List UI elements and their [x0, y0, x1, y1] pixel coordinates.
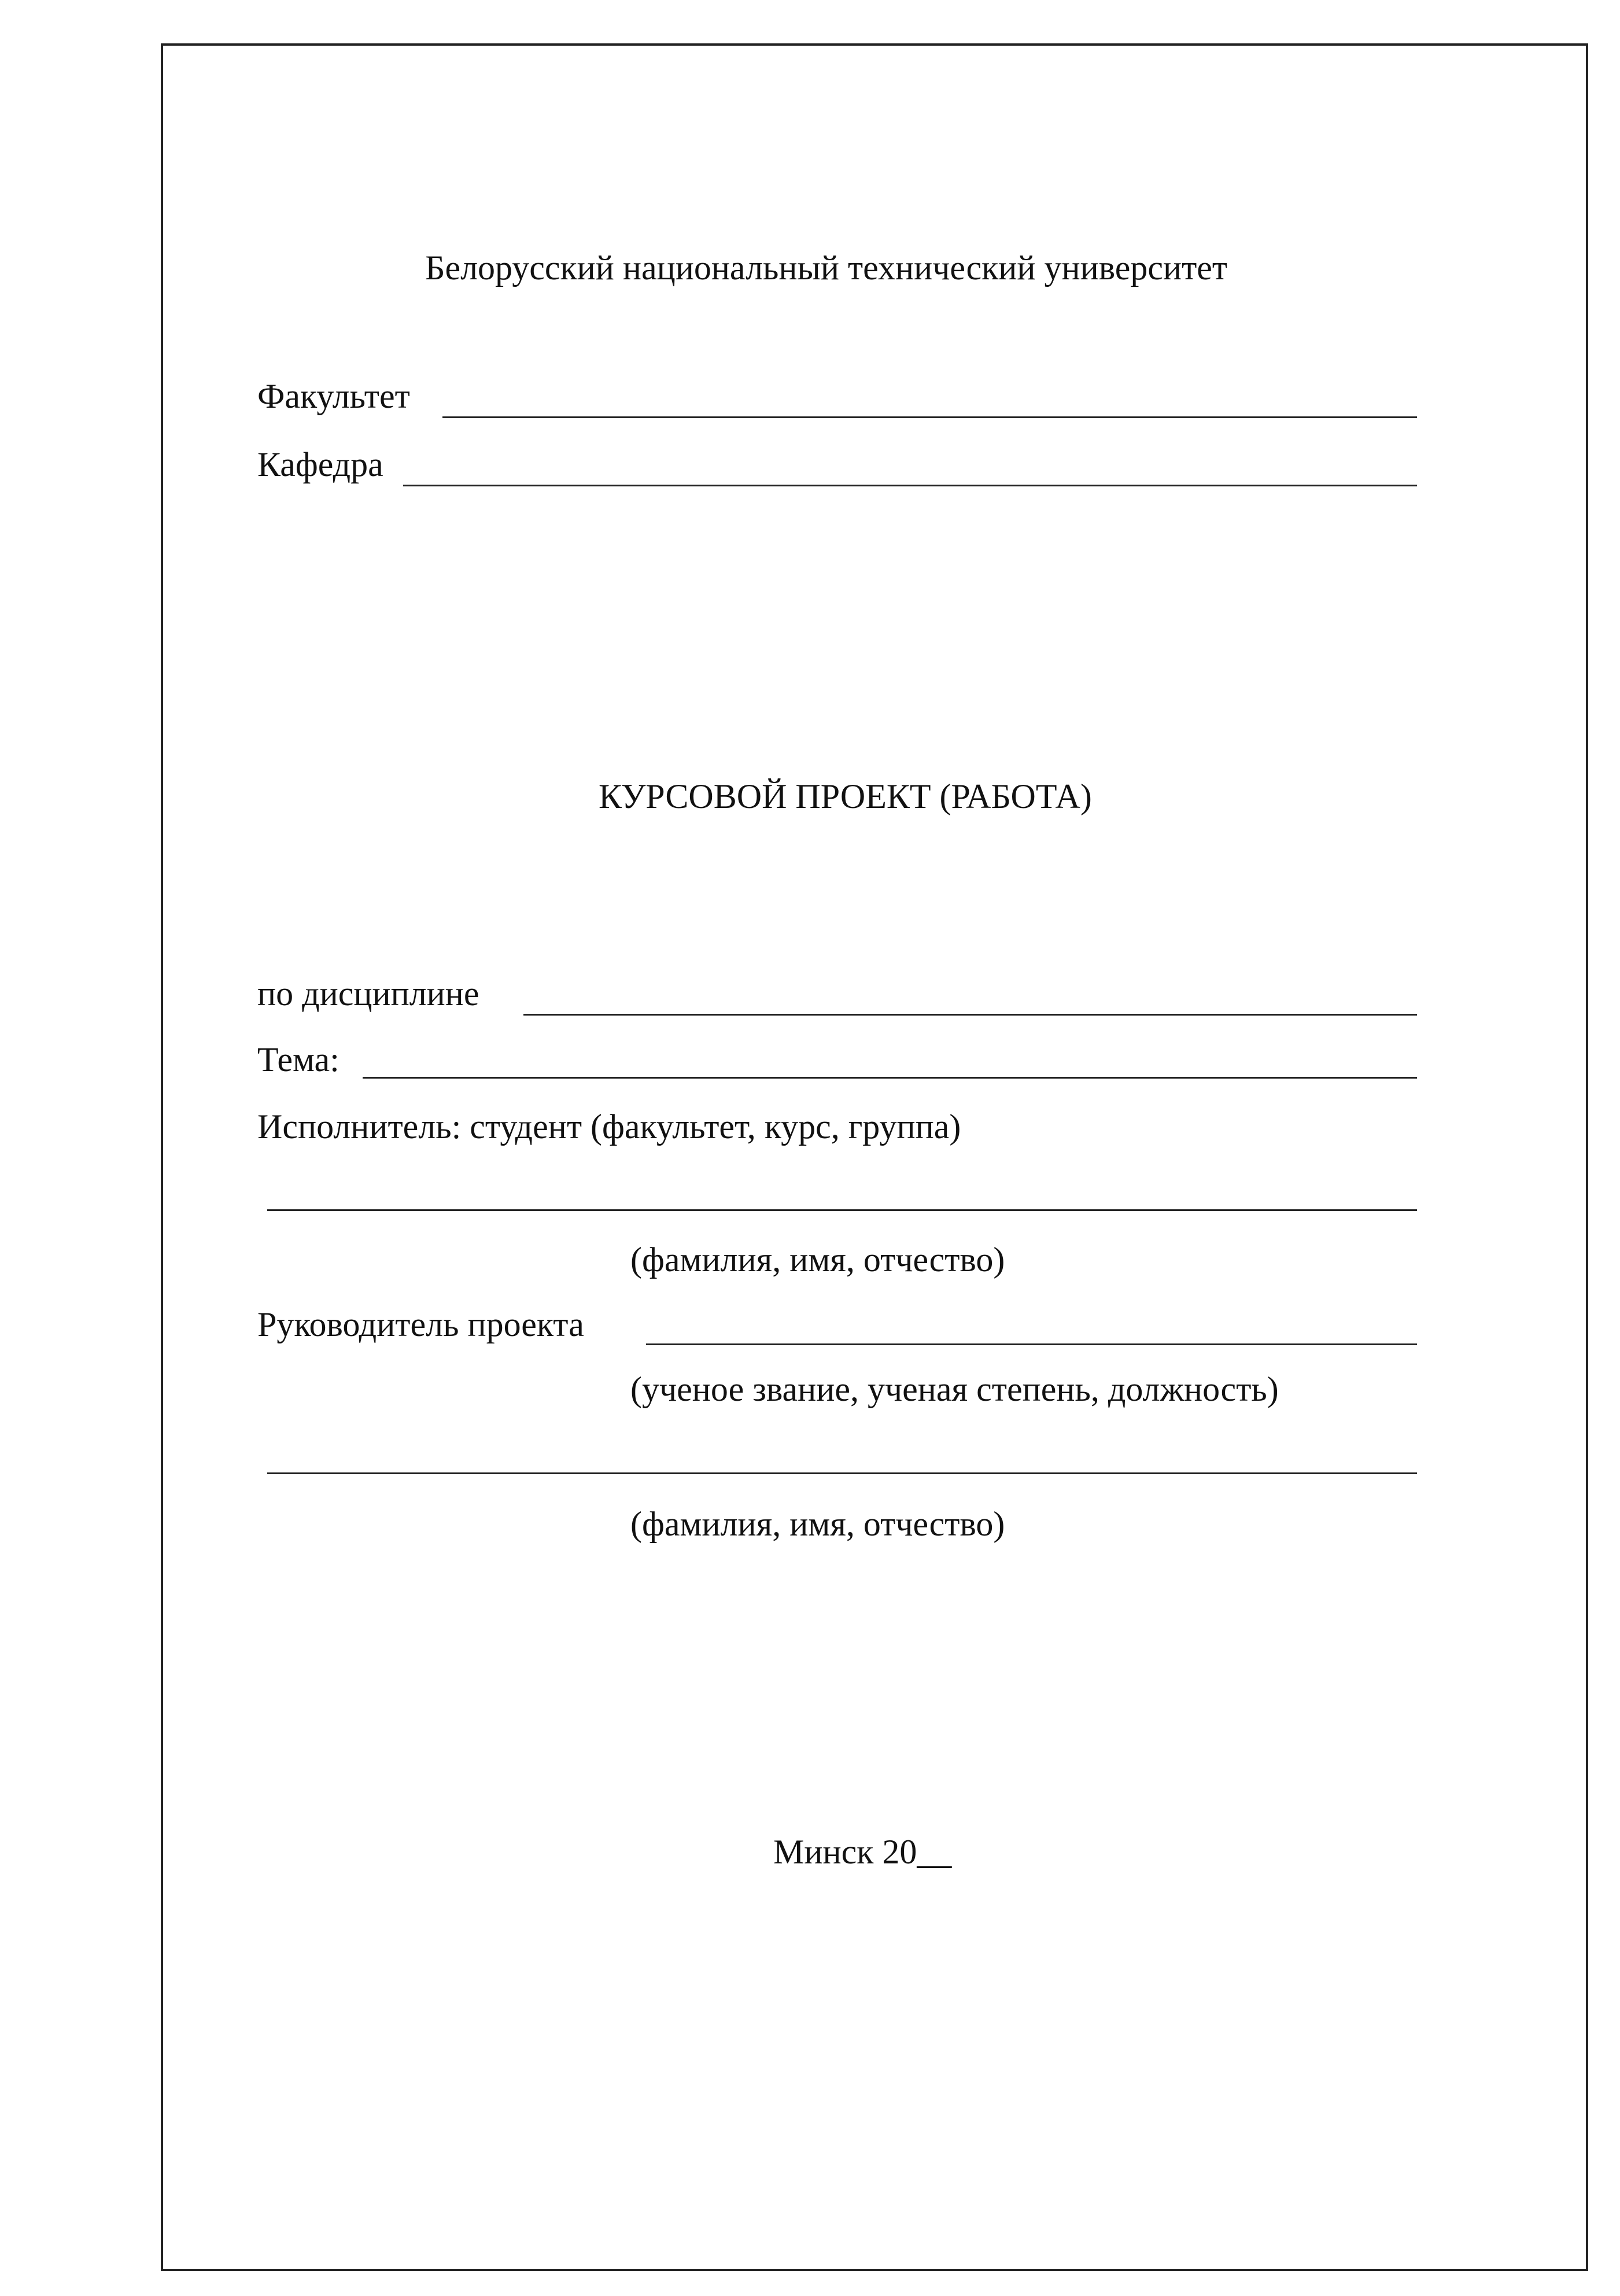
supervisor-title-hint: (ученое звание, ученая степень, должность) — [630, 1370, 1279, 1408]
supervisor-label: Руководитель проекта — [257, 1305, 584, 1343]
performer-name-field[interactable] — [267, 1209, 1417, 1211]
department-label: Кафедра — [257, 445, 383, 483]
performer-name-hint: (фамилия, имя, отчество) — [630, 1241, 1005, 1279]
faculty-field[interactable] — [442, 416, 1417, 418]
document-title: КУРСОВОЙ ПРОЕКТ (РАБОТА) — [599, 777, 1092, 815]
university-name: Белорусский национальный технический университет — [425, 249, 1228, 287]
topic-label: Тема: — [257, 1040, 340, 1079]
topic-field[interactable] — [363, 1077, 1417, 1079]
department-field[interactable] — [403, 485, 1417, 486]
faculty-label: Факультет — [257, 377, 410, 415]
discipline-field[interactable] — [523, 1014, 1417, 1016]
city-year: Минск 20__ — [773, 1833, 952, 1871]
discipline-label: по дисциплине — [257, 974, 479, 1013]
supervisor-name-hint: (фамилия, имя, отчество) — [630, 1505, 1005, 1543]
supervisor-name-field[interactable] — [267, 1472, 1417, 1474]
performer-label: Исполнитель: студент (факультет, курс, группа) — [257, 1108, 961, 1146]
supervisor-title-field[interactable] — [646, 1343, 1417, 1345]
